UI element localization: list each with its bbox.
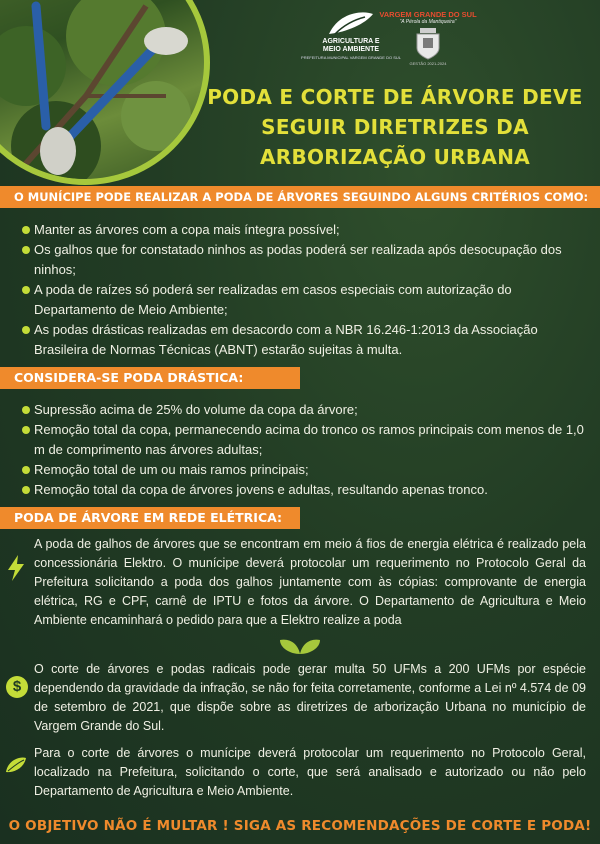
headline	[205, 82, 585, 172]
list-item	[22, 420, 588, 460]
bullet-dot-icon	[22, 326, 30, 334]
headline-line2: SEGUIR DIRETRIZES DA	[261, 115, 529, 139]
list-item-text: Supressão acima de 25% do volume da copa da árvore;	[34, 402, 358, 417]
list-item-text: Manter as árvores com a copa mais íntegra possível;	[34, 222, 340, 237]
list-item-text: A poda de raízes só poderá ser realizadas em casos especiais com autorização do Departamento de Meio Ambiente;	[34, 282, 512, 317]
municipio-logo	[379, 10, 477, 80]
list-item-text: Os galhos que for constatado ninhos as podas poderá ser realizada após desocupação dos ninhos;	[34, 242, 562, 277]
footer-slogan: O OBJETIVO NÃO É MULTAR ! SIGA AS RECOMENDAÇÕES DE CORTE E PODA!	[8, 818, 592, 834]
fine-paragraph: O corte de árvores e podas radicais pode gerar multa 50 UFMs a 200 UFMs por espécie dependendo da gravidade da infração, se não for feita corretamente, conforme a Lei nº 4.574 de 09 de setembro de 2021, que dispõe sobre as diretrizes de arborização Urbana no município de Vargem Grande do Sul.	[34, 662, 586, 733]
leaf-logo-icon	[325, 8, 377, 38]
lightning-bolt-icon	[6, 555, 26, 581]
list-item-text: As podas drásticas realizadas em desacordo com a NBR 16.246-1:2013 da Associação Brasileira de Normas Técnicas (ABNT) estarão sujeitas à multa.	[34, 322, 538, 357]
electric-network-paragraph: A poda de galhos de árvores que se encontram em meio á fios de energia elétrica é realizado pela concessionária Elektro. O munícipe deverá protocolar um requerimento no Protocolo Geral da Prefeitura solicitando a poda dos galhos juntamente com às cópias: comprovante de energia elétrica, RG e CPF, carnê de IPTU e fotos da árvore. O Departamento de Agricultura e Meio Ambiente encaminhará o pedido para que a Elektro realize a poda	[34, 537, 586, 627]
section2-list	[22, 400, 588, 500]
list-item-text: Remoção total da copa, permanecendo acima do tronco os ramos principais com menos de 1,0 m de comprimento nas árvores adultas;	[34, 422, 584, 457]
logo-text-line1: AGRICULTURA E	[322, 38, 380, 45]
bullet-dot-icon	[22, 286, 30, 294]
municipio-foot: GESTÃO 2021-2024	[409, 61, 447, 66]
leaf-icon	[4, 756, 28, 774]
bullet-dot-icon	[22, 426, 30, 434]
bullet-dot-icon	[22, 246, 30, 254]
list-item	[22, 280, 588, 320]
coat-of-arms-icon	[414, 28, 442, 60]
list-item	[22, 480, 588, 500]
dollar-coin-icon: $	[6, 676, 28, 698]
bullet-dot-icon	[22, 486, 30, 494]
list-item	[22, 240, 588, 280]
headline-line1: PODA E CORTE DE ÁRVORE DEVE	[207, 85, 583, 109]
request-paragraph: Para o corte de árvores o munícipe deverá protocolar um requerimento no Protocolo Geral, localizado na Prefeitura, solicitando o corte, que será analisado e autorizado ou não pelo Departamento de Agricultura e Meio Ambiente.	[34, 746, 586, 798]
list-item	[22, 400, 588, 420]
municipio-subtitle: “A Pérola da Mantiqueira”	[399, 19, 457, 25]
section1-list	[22, 220, 588, 360]
list-item	[22, 320, 588, 360]
list-item-text: Remoção total da copa de árvores jovens e adultas, resultando apenas tronco.	[34, 482, 488, 497]
section1-heading: O MUNÍCIPE PODE REALIZAR A PODA DE ÁRVORES SEGUINDO ALGUNS CRITÉRIOS COMO:	[0, 186, 600, 208]
agricultura-logo	[301, 8, 401, 70]
pruning-photo	[0, 0, 210, 185]
list-item	[22, 460, 588, 480]
section2-heading: CONSIDERA-SE PODA DRÁSTICA:	[0, 367, 300, 389]
headline-line3: ARBORIZAÇÃO URBANA	[259, 145, 531, 169]
leaves-divider-icon	[278, 636, 322, 656]
bullet-dot-icon	[22, 406, 30, 414]
logo-text-line3: PREFEITURA MUNICIPAL VARGEM GRANDE DO SUL	[301, 55, 401, 60]
bullet-dot-icon	[22, 226, 30, 234]
list-item	[22, 220, 588, 240]
bullet-dot-icon	[22, 466, 30, 474]
logo-text-line2: MEIO AMBIENTE	[322, 46, 380, 53]
section3-heading: PODA DE ÁRVORE EM REDE ELÉTRICA:	[0, 507, 300, 529]
municipio-title: VARGEM GRANDE DO SUL	[379, 10, 477, 19]
list-item-text: Remoção total de um ou mais ramos principais;	[34, 462, 309, 477]
